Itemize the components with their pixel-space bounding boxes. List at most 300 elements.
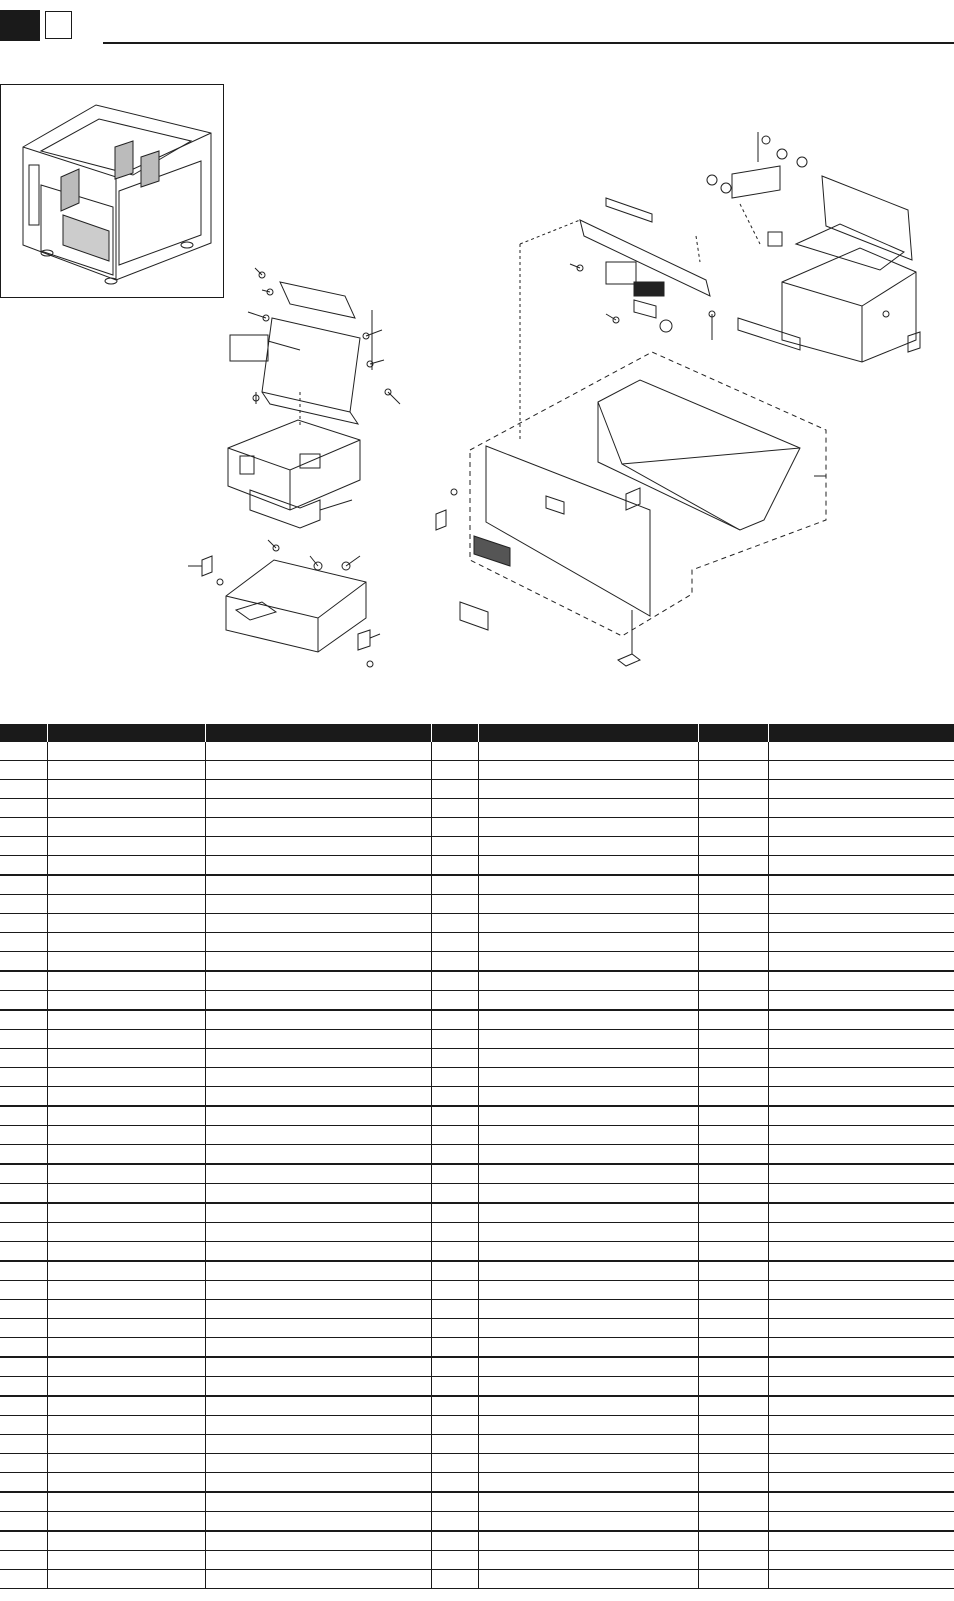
- table-cell: [478, 1473, 698, 1493]
- table-cell: [698, 1435, 768, 1454]
- table-cell: [47, 1570, 205, 1589]
- table-cell: [431, 856, 478, 876]
- table-cell: [768, 1184, 954, 1204]
- header-cell: [431, 724, 478, 742]
- table-row: [0, 1338, 954, 1358]
- header-rule: [103, 42, 954, 44]
- section-marker-dark: [0, 10, 40, 41]
- table-cell: [768, 1377, 954, 1397]
- table-cell: [0, 1010, 47, 1030]
- table-cell: [768, 1010, 954, 1030]
- table-cell: [768, 837, 954, 856]
- table-cell: [0, 1242, 47, 1262]
- table-cell: [478, 875, 698, 895]
- table-cell: [431, 1010, 478, 1030]
- table-cell: [768, 1087, 954, 1107]
- table-row: [0, 971, 954, 991]
- table-cell: [431, 780, 478, 799]
- table-cell: [431, 1435, 478, 1454]
- table-row: [0, 1164, 954, 1184]
- table-row: [0, 1377, 954, 1397]
- table-row: [0, 1454, 954, 1473]
- table-cell: [431, 1049, 478, 1068]
- table-row: [0, 1551, 954, 1570]
- table-cell: [768, 1030, 954, 1049]
- table-cell: [0, 952, 47, 972]
- table-cell: [205, 1492, 431, 1512]
- table-cell: [431, 1319, 478, 1338]
- table-row: [0, 991, 954, 1011]
- table-cell: [768, 1145, 954, 1165]
- table-cell: [47, 1492, 205, 1512]
- table-row: [0, 1087, 954, 1107]
- table-cell: [431, 818, 478, 837]
- table-cell: [47, 1551, 205, 1570]
- table-cell: [205, 1184, 431, 1204]
- table-cell: [768, 1319, 954, 1338]
- table-cell: [478, 1106, 698, 1126]
- table-cell: [478, 1551, 698, 1570]
- table-cell: [431, 1512, 478, 1532]
- table-cell: [698, 1106, 768, 1126]
- table-cell: [768, 1281, 954, 1300]
- table-cell: [0, 895, 47, 914]
- table-cell: [47, 1164, 205, 1184]
- table-cell: [0, 1435, 47, 1454]
- table-cell: [0, 914, 47, 933]
- table-cell: [205, 1281, 431, 1300]
- table-row: [0, 1319, 954, 1338]
- table-cell: [205, 1377, 431, 1397]
- table-cell: [478, 818, 698, 837]
- table-cell: [205, 1512, 431, 1532]
- table-cell: [205, 780, 431, 799]
- table-cell: [698, 952, 768, 972]
- table-row: [0, 1396, 954, 1416]
- table-cell: [768, 1242, 954, 1262]
- table-cell: [431, 1242, 478, 1262]
- table-cell: [698, 1030, 768, 1049]
- table-cell: [205, 856, 431, 876]
- table-cell: [768, 1416, 954, 1435]
- table-cell: [698, 1087, 768, 1107]
- table-cell: [0, 1145, 47, 1165]
- table-cell: [47, 1145, 205, 1165]
- table-cell: [478, 1281, 698, 1300]
- table-cell: [205, 1203, 431, 1223]
- table-cell: [0, 1531, 47, 1551]
- table-cell: [0, 780, 47, 799]
- table-cell: [0, 1164, 47, 1184]
- table-cell: [205, 1010, 431, 1030]
- table-cell: [47, 742, 205, 761]
- table-cell: [431, 1454, 478, 1473]
- table-cell: [431, 971, 478, 991]
- table-cell: [431, 1531, 478, 1551]
- table-cell: [0, 1223, 47, 1242]
- table-cell: [698, 1357, 768, 1377]
- table-cell: [698, 1164, 768, 1184]
- table-cell: [478, 914, 698, 933]
- table-cell: [478, 1184, 698, 1204]
- table-cell: [431, 1030, 478, 1049]
- table-cell: [698, 1396, 768, 1416]
- section-marker-box: [45, 11, 72, 39]
- table-row: [0, 837, 954, 856]
- table-cell: [47, 1435, 205, 1454]
- table-cell: [698, 875, 768, 895]
- table-cell: [431, 1126, 478, 1145]
- table-cell: [47, 1030, 205, 1049]
- table-cell: [205, 1126, 431, 1145]
- parts-table: [0, 724, 954, 1589]
- table-cell: [698, 1126, 768, 1145]
- table-cell: [431, 1068, 478, 1087]
- table-row: [0, 914, 954, 933]
- table-cell: [205, 1473, 431, 1493]
- table-cell: [0, 1492, 47, 1512]
- table-row: [0, 856, 954, 876]
- table-row: [0, 799, 954, 818]
- table-cell: [431, 914, 478, 933]
- table-cell: [0, 1068, 47, 1087]
- table-cell: [698, 1551, 768, 1570]
- table-cell: [0, 933, 47, 952]
- table-cell: [205, 837, 431, 856]
- table-cell: [768, 895, 954, 914]
- table-cell: [47, 1338, 205, 1358]
- table-header-row: [0, 724, 954, 742]
- table-cell: [698, 742, 768, 761]
- table-cell: [47, 1377, 205, 1397]
- table-cell: [768, 971, 954, 991]
- table-cell: [205, 933, 431, 952]
- table-cell: [431, 1357, 478, 1377]
- table-row: [0, 1242, 954, 1262]
- table-cell: [431, 1184, 478, 1204]
- table-cell: [768, 1435, 954, 1454]
- table-cell: [0, 1473, 47, 1493]
- table-cell: [768, 1300, 954, 1319]
- table-row: [0, 933, 954, 952]
- table-cell: [768, 991, 954, 1011]
- table-cell: [47, 799, 205, 818]
- table-cell: [768, 1126, 954, 1145]
- table-cell: [205, 818, 431, 837]
- table-cell: [0, 971, 47, 991]
- table-cell: [768, 1531, 954, 1551]
- table-cell: [205, 1357, 431, 1377]
- table-cell: [205, 799, 431, 818]
- table-cell: [0, 1126, 47, 1145]
- table-cell: [0, 1454, 47, 1473]
- table-cell: [431, 799, 478, 818]
- table-cell: [47, 991, 205, 1011]
- table-cell: [431, 1416, 478, 1435]
- table-cell: [478, 895, 698, 914]
- table-cell: [205, 1319, 431, 1338]
- table-cell: [0, 1357, 47, 1377]
- table-cell: [698, 933, 768, 952]
- table-cell: [47, 1416, 205, 1435]
- table-cell: [205, 1106, 431, 1126]
- table-cell: [698, 761, 768, 780]
- table-cell: [478, 1068, 698, 1087]
- table-cell: [205, 1087, 431, 1107]
- table-cell: [205, 895, 431, 914]
- table-cell: [478, 952, 698, 972]
- table-cell: [478, 1396, 698, 1416]
- table-cell: [698, 837, 768, 856]
- table-cell: [768, 1261, 954, 1281]
- table-cell: [47, 875, 205, 895]
- machine-overview-icon: [1, 85, 223, 297]
- table-cell: [431, 952, 478, 972]
- table-cell: [0, 1281, 47, 1300]
- table-cell: [478, 1203, 698, 1223]
- table-cell: [47, 1087, 205, 1107]
- header-cell: [478, 724, 698, 742]
- table-cell: [431, 1145, 478, 1165]
- table-cell: [0, 761, 47, 780]
- table-cell: [431, 761, 478, 780]
- table-cell: [431, 1396, 478, 1416]
- table-cell: [47, 1300, 205, 1319]
- table-cell: [478, 971, 698, 991]
- table-row: [0, 1049, 954, 1068]
- table-cell: [205, 1049, 431, 1068]
- table-cell: [768, 1396, 954, 1416]
- table-cell: [47, 1357, 205, 1377]
- table-cell: [0, 991, 47, 1011]
- table-cell: [47, 761, 205, 780]
- table-row: [0, 742, 954, 761]
- table-cell: [47, 1242, 205, 1262]
- table-cell: [205, 1261, 431, 1281]
- table-row: [0, 1126, 954, 1145]
- table-cell: [205, 1242, 431, 1262]
- table-cell: [431, 1338, 478, 1358]
- header-cell: [47, 724, 205, 742]
- table-cell: [768, 742, 954, 761]
- table-cell: [478, 1010, 698, 1030]
- table-cell: [0, 1377, 47, 1397]
- table-cell: [0, 1416, 47, 1435]
- table-cell: [768, 1203, 954, 1223]
- table-cell: [768, 914, 954, 933]
- table-cell: [47, 895, 205, 914]
- table-cell: [698, 1261, 768, 1281]
- table-cell: [768, 1338, 954, 1358]
- table-cell: [0, 1030, 47, 1049]
- table-cell: [0, 1049, 47, 1068]
- table-cell: [478, 1512, 698, 1532]
- table-cell: [205, 1531, 431, 1551]
- table-row: [0, 1416, 954, 1435]
- table-cell: [47, 1049, 205, 1068]
- table-cell: [205, 1396, 431, 1416]
- table-cell: [47, 933, 205, 952]
- table-cell: [205, 1416, 431, 1435]
- table-cell: [47, 1223, 205, 1242]
- table-cell: [698, 1531, 768, 1551]
- table-cell: [698, 1145, 768, 1165]
- table-cell: [768, 818, 954, 837]
- table-cell: [205, 1454, 431, 1473]
- table-cell: [0, 1184, 47, 1204]
- table-cell: [431, 1473, 478, 1493]
- table-cell: [47, 914, 205, 933]
- table-cell: [205, 742, 431, 761]
- table-cell: [0, 1087, 47, 1107]
- table-row: [0, 1068, 954, 1087]
- table-cell: [0, 818, 47, 837]
- table-cell: [431, 1106, 478, 1126]
- table-row: [0, 875, 954, 895]
- header-cell: [698, 724, 768, 742]
- table-cell: [698, 780, 768, 799]
- table-cell: [478, 1319, 698, 1338]
- table-cell: [698, 914, 768, 933]
- table-cell: [205, 991, 431, 1011]
- table-cell: [768, 856, 954, 876]
- table-row: [0, 952, 954, 972]
- table-cell: [478, 991, 698, 1011]
- table-cell: [478, 1164, 698, 1184]
- table-row: [0, 1473, 954, 1493]
- table-cell: [478, 1377, 698, 1397]
- table-cell: [205, 1164, 431, 1184]
- table-row: [0, 1300, 954, 1319]
- table-row: [0, 1010, 954, 1030]
- table-row: [0, 1261, 954, 1281]
- table-cell: [478, 799, 698, 818]
- table-cell: [47, 971, 205, 991]
- table-cell: [768, 1551, 954, 1570]
- table-cell: [0, 1512, 47, 1532]
- table-cell: [47, 952, 205, 972]
- table-cell: [0, 856, 47, 876]
- table-cell: [698, 856, 768, 876]
- table-row: [0, 895, 954, 914]
- table-cell: [205, 1300, 431, 1319]
- table-cell: [698, 1454, 768, 1473]
- table-cell: [698, 1281, 768, 1300]
- table-cell: [0, 1319, 47, 1338]
- table-cell: [0, 1570, 47, 1589]
- table-cell: [0, 875, 47, 895]
- table-row: [0, 1223, 954, 1242]
- table-cell: [47, 856, 205, 876]
- table-cell: [431, 837, 478, 856]
- table-cell: [478, 837, 698, 856]
- table-row: [0, 1184, 954, 1204]
- overview-thumbnail: [0, 84, 224, 298]
- table-cell: [431, 1570, 478, 1589]
- table-cell: [768, 761, 954, 780]
- table-cell: [768, 1164, 954, 1184]
- table-cell: [478, 1030, 698, 1049]
- table-cell: [768, 1473, 954, 1493]
- table-row: [0, 1145, 954, 1165]
- table-row: [0, 1512, 954, 1532]
- table-cell: [478, 1300, 698, 1319]
- table-cell: [47, 1396, 205, 1416]
- table-row: [0, 780, 954, 799]
- header-cell: [768, 724, 954, 742]
- table-cell: [698, 1570, 768, 1589]
- table-cell: [768, 799, 954, 818]
- table-cell: [478, 1338, 698, 1358]
- table-cell: [0, 742, 47, 761]
- table-cell: [768, 933, 954, 952]
- table-cell: [478, 1126, 698, 1145]
- table-cell: [478, 1416, 698, 1435]
- table-cell: [478, 856, 698, 876]
- table-cell: [205, 971, 431, 991]
- table-cell: [698, 1512, 768, 1532]
- table-cell: [431, 1377, 478, 1397]
- table-cell: [698, 1049, 768, 1068]
- table-cell: [698, 1203, 768, 1223]
- table-cell: [0, 1551, 47, 1570]
- table-row: [0, 1570, 954, 1589]
- table-cell: [768, 1492, 954, 1512]
- table-cell: [431, 991, 478, 1011]
- table-cell: [478, 742, 698, 761]
- table-cell: [0, 1338, 47, 1358]
- table-cell: [478, 761, 698, 780]
- table-cell: [768, 1570, 954, 1589]
- table-cell: [47, 1281, 205, 1300]
- table-cell: [47, 1106, 205, 1126]
- table-cell: [47, 837, 205, 856]
- table-row: [0, 1281, 954, 1300]
- table-row: [0, 1435, 954, 1454]
- table-cell: [47, 1261, 205, 1281]
- table-cell: [431, 933, 478, 952]
- table-cell: [431, 1087, 478, 1107]
- table-cell: [478, 1049, 698, 1068]
- table-cell: [0, 1396, 47, 1416]
- table-cell: [698, 1319, 768, 1338]
- table-cell: [431, 895, 478, 914]
- table-cell: [698, 1300, 768, 1319]
- table-cell: [47, 1531, 205, 1551]
- table-cell: [431, 1164, 478, 1184]
- table-cell: [431, 1492, 478, 1512]
- table-cell: [698, 818, 768, 837]
- table-cell: [47, 1126, 205, 1145]
- table-cell: [698, 1492, 768, 1512]
- table-cell: [205, 1223, 431, 1242]
- table-cell: [47, 780, 205, 799]
- table-cell: [698, 1223, 768, 1242]
- table-cell: [478, 1454, 698, 1473]
- table-row: [0, 1357, 954, 1377]
- header-cell: [0, 724, 47, 742]
- table-cell: [478, 780, 698, 799]
- table-cell: [478, 1223, 698, 1242]
- table-cell: [47, 1010, 205, 1030]
- table-cell: [478, 1531, 698, 1551]
- table-row: [0, 1106, 954, 1126]
- table-cell: [47, 1319, 205, 1338]
- table-row: [0, 1030, 954, 1049]
- table-cell: [0, 1203, 47, 1223]
- table-cell: [431, 1223, 478, 1242]
- table-cell: [205, 1145, 431, 1165]
